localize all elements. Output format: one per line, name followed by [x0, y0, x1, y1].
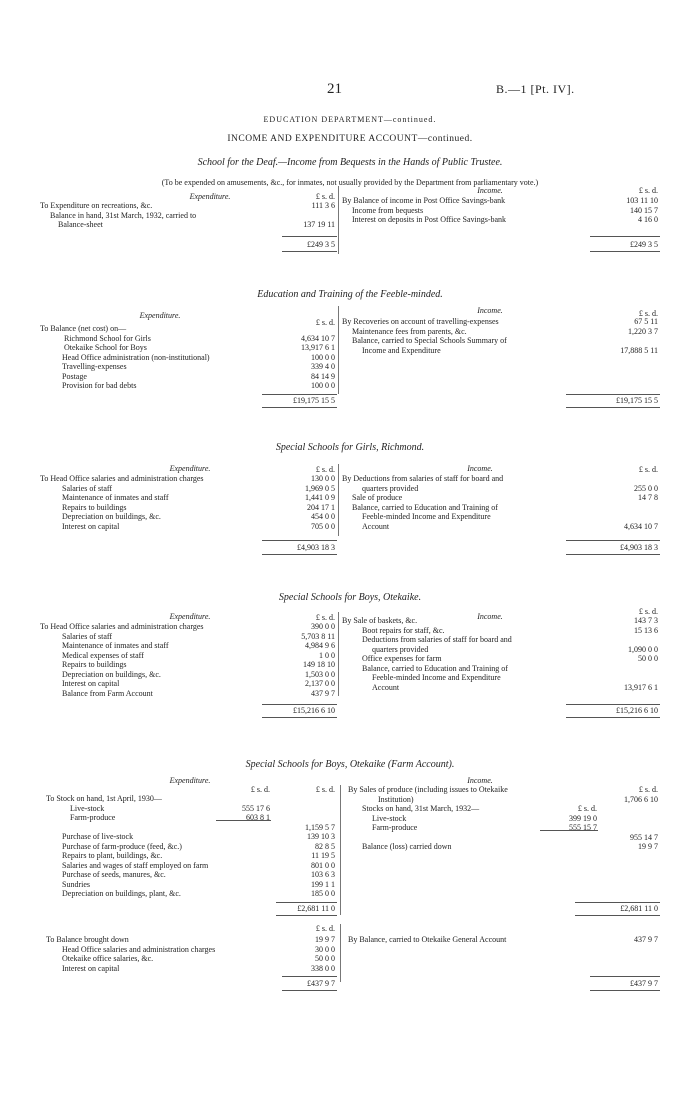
line-item-label: Feeble-minded Income and Expenditure: [362, 512, 491, 521]
rule-line: [276, 915, 337, 916]
line-item-amount: 4,634 10 7: [624, 521, 658, 531]
line-item-label: By Sale of baskets, &c.: [342, 616, 418, 625]
section-note: (To be expended on amusements, &c., for inmates, not usually provided by the Department from parliamentary vote.): [161, 178, 539, 187]
line-item-label: Repairs to buildings: [62, 660, 127, 669]
line-item-label: Head Office administration (non-institutional): [62, 352, 210, 362]
line-item-amount: 30 0 0: [315, 944, 335, 954]
line-item-label: Purchase of live-stock: [62, 832, 134, 841]
rule-line: [590, 251, 660, 252]
document-reference: B.—1 [Pt. IV].: [496, 82, 575, 96]
rule-line: [262, 407, 337, 408]
income-total: £4,903 18 3: [620, 543, 658, 552]
line-item-amount: 437 9 7: [311, 688, 335, 698]
income-total: £15,216 6 10: [616, 706, 658, 715]
line-item-label: Maintenance fees from parents, &c.: [352, 326, 467, 336]
line-item-label: Purchase of seeds, manures, &c.: [62, 870, 166, 879]
income-total: £19,175 15 5: [616, 396, 658, 405]
line-item-label: By Recoveries on account of travelling-expenses: [342, 317, 499, 326]
line-item-label: By Balance, carried to Otekaike General Account: [348, 935, 507, 944]
line-item-amount: 204 17 1: [307, 502, 335, 512]
line-item-label: Account: [372, 682, 400, 692]
line-item-amount: 13,917 6 1: [624, 682, 658, 692]
line-item-label: Repairs to buildings: [62, 502, 127, 512]
rule-line: [590, 236, 660, 237]
line-item-amount: 103 11 10: [626, 196, 658, 205]
line-item-label: Balance-sheet: [58, 220, 103, 229]
line-item-label: quarters provided: [372, 644, 429, 654]
line-item-amount: 2,137 0 0: [305, 679, 335, 688]
line-item-amount: 67 5 11: [634, 317, 658, 326]
line-item-amount: 143 7 3: [634, 616, 658, 625]
line-item-label: quarters provided: [362, 483, 419, 493]
expenditure-heading: Expenditure.: [169, 464, 211, 473]
line-item-label: Medical expenses of staff: [62, 650, 144, 660]
currency-header: £ s. d.: [315, 465, 335, 474]
line-item-label: Interest on capital: [62, 679, 120, 688]
line-item-label: Deductions from salaries of staff for board and: [362, 635, 512, 644]
line-item-amount: 705 0 0: [311, 521, 335, 531]
section-title: Education and Training of the Feeble-minded.: [257, 289, 443, 300]
rule-line: [566, 704, 660, 705]
rule-line: [282, 236, 337, 237]
section-title: Special Schools for Boys, Otekaike.: [278, 592, 422, 603]
currency-header: £ s. d.: [315, 785, 335, 794]
line-item-amount: 82 8 5: [315, 841, 335, 851]
divider-line: [338, 306, 339, 394]
currency-header: £ s. d.: [638, 186, 658, 195]
divider-line: [338, 464, 339, 536]
line-item-amount: 19 9 7: [315, 935, 335, 944]
line-item-amount: 454 0 0: [311, 512, 335, 521]
expenditure-total: £4,903 18 3: [297, 543, 335, 552]
currency-header: £ s. d.: [638, 607, 658, 616]
rule-line: [566, 407, 660, 408]
rule-line: [590, 976, 660, 977]
rule-line: [262, 704, 337, 705]
line-item-label: By Balance of income in Post Office Savings-bank: [342, 196, 506, 205]
line-item-amount: 1,706 6 10: [624, 794, 658, 804]
rule-line: [262, 554, 337, 555]
line-item-label: Balance, carried to Education and Training of: [362, 663, 508, 673]
line-item-amount: 4 16 0: [638, 215, 658, 224]
line-item-subamount: 399 19 0: [569, 813, 597, 823]
line-item-label: Balance, carried to Education and Training of: [352, 502, 498, 512]
currency-header: £ s. d.: [315, 318, 335, 327]
line-item-label: Salaries and wages of staff employed on farm: [62, 860, 209, 870]
line-item-label: Sundries: [62, 879, 90, 889]
line-item-amount: 11 19 5: [311, 851, 335, 860]
income-heading: Income.: [477, 306, 503, 315]
line-item-label: Stocks on hand, 31st March, 1932—: [362, 804, 480, 813]
line-item-amount: 100 0 0: [311, 381, 335, 390]
line-item-amount: 19 9 7: [638, 842, 658, 851]
line-item-label: Farm-produce: [70, 813, 116, 822]
line-item-amount: 5,703 8 11: [301, 631, 335, 641]
expenditure-heading: Expenditure.: [169, 776, 211, 785]
currency-header: £ s. d.: [638, 309, 658, 318]
line-item-label: Feeble-minded Income and Expenditure: [372, 673, 501, 682]
line-item-amount: 1,159 5 7: [305, 822, 335, 832]
line-item-label: Maintenance of inmates and staff: [62, 641, 169, 650]
line-item-label: Salaries of staff: [62, 483, 113, 493]
line-item-subamount: 555 15 7: [569, 823, 597, 832]
line-item-amount: 1,441 0 9: [305, 493, 335, 502]
line-item-label: To Stock on hand, 1st April, 1930—: [46, 794, 162, 803]
line-item-label: Account: [362, 521, 390, 531]
currency-header: £ s. d.: [315, 192, 335, 201]
line-item-label: Head Office salaries and administration charges: [62, 944, 216, 954]
rule-line: [276, 902, 337, 903]
income-total: £249 3 5: [630, 240, 658, 249]
line-item-subamount: 555 17 6: [242, 803, 270, 813]
currency-header: £ s. d.: [638, 785, 658, 794]
divider-line: [340, 924, 341, 982]
income-total: £2,681 11 0: [620, 904, 658, 913]
line-item-label: Interest on capital: [62, 521, 120, 531]
income-heading: Income.: [467, 464, 493, 473]
line-item-amount: 149 18 10: [303, 660, 335, 669]
line-item-label: Depreciation on buildings, plant, &c.: [62, 889, 181, 898]
line-item-label: Provision for bad debts: [62, 381, 137, 390]
line-item-label: Income from bequests: [352, 205, 424, 215]
line-item-amount: 15 13 6: [634, 625, 658, 635]
line-item-amount: 17,888 5 11: [620, 345, 658, 355]
line-item-label: By Sales of produce (including issues to Otekaike: [348, 785, 508, 794]
expenditure-heading: Expenditure.: [189, 192, 231, 201]
line-item-amount: 50 0 0: [638, 654, 658, 663]
line-item-amount: 4,984 9 6: [305, 641, 335, 650]
section-title: School for the Deaf.—Income from Bequests in the Hands of Public Trustee.: [197, 157, 503, 168]
line-item-label: Otekaike School for Boys: [64, 343, 147, 352]
expenditure-total: £249 3 5: [307, 240, 335, 249]
line-item-label: Otekaike office salaries, &c.: [62, 954, 154, 963]
line-item-amount: 4,634 10 7: [301, 333, 335, 343]
expenditure-total: £19,175 15 5: [293, 396, 335, 405]
line-item-amount: 13,917 6 1: [301, 343, 335, 352]
section-title: Special Schools for Boys, Otekaike (Farm Account).: [245, 759, 455, 770]
line-item-label: Boot repairs for staff, &c.: [362, 625, 445, 635]
line-item-label: To Head Office salaries and administration charges: [40, 474, 204, 483]
line-item-label: Interest on capital: [62, 963, 120, 973]
rule-line: [262, 540, 337, 541]
line-item-amount: 84 14 9: [311, 371, 335, 381]
income-heading: Income.: [477, 612, 503, 621]
line-item-amount: 1,090 0 0: [628, 644, 658, 654]
rule-line: [590, 990, 660, 991]
page-number: 21: [327, 81, 342, 97]
line-item-label: Travelling-expenses: [62, 362, 127, 371]
currency-header: £ s. d.: [250, 785, 270, 794]
line-item-label: Richmond School for Girls: [64, 333, 151, 343]
income-total: £437 9 7: [630, 979, 658, 988]
line-item-amount: 255 0 0: [634, 483, 658, 493]
line-item-amount: 955 14 7: [630, 832, 658, 842]
line-item-subamount: 603 8 1: [246, 813, 270, 822]
expenditure-total: £2,681 11 0: [297, 904, 335, 913]
line-item-label: By Deductions from salaries of staff for board and: [342, 474, 504, 483]
rule-line: [566, 540, 660, 541]
line-item-label: Salaries of staff: [62, 631, 113, 641]
line-item-label: To Balance brought down: [46, 935, 129, 944]
line-item-label: Balance from Farm Account: [62, 688, 153, 698]
line-item-label: Postage: [62, 371, 87, 381]
department-title: EDUCATION DEPARTMENT—continued.: [263, 115, 437, 124]
rule-line: [575, 902, 660, 903]
line-item-amount: 14 7 8: [638, 493, 658, 502]
expenditure-heading: Expenditure.: [139, 311, 181, 320]
line-item-label: Farm-produce: [372, 823, 418, 832]
divider-line: [338, 186, 339, 254]
rule-line: [566, 394, 660, 395]
expenditure-total: £437 9 7: [307, 979, 335, 988]
line-item-amount: 199 1 1: [311, 879, 335, 889]
rule-line: [575, 915, 660, 916]
currency-header: £ s. d.: [638, 465, 658, 474]
line-item-amount: 1 0 0: [319, 650, 335, 660]
line-item-subamount: £ s. d.: [577, 804, 597, 813]
divider-line: [340, 785, 341, 915]
line-item-amount: 1,969 0 5: [305, 483, 335, 493]
line-item-amount: 1,503 0 0: [305, 669, 335, 679]
line-item-amount: 50 0 0: [315, 954, 335, 963]
account-title: INCOME AND EXPENDITURE ACCOUNT—continued.: [227, 134, 473, 144]
expenditure-total: £15,216 6 10: [293, 706, 335, 715]
line-item-amount: 1,220 3 7: [628, 326, 658, 336]
divider-line: [338, 612, 339, 696]
line-item-amount: 339 4 0: [311, 362, 335, 371]
rule-line: [262, 394, 337, 395]
income-heading: Income.: [467, 776, 493, 785]
line-item-label: Office expenses for farm: [362, 654, 442, 663]
rule-line: [540, 830, 598, 831]
line-item-label: Depreciation on buildings, &c.: [62, 669, 161, 679]
line-item-amount: 111 3 6: [311, 201, 335, 210]
line-item-label: To Expenditure on recreations, &c.: [40, 201, 153, 210]
line-item-label: Interest on deposits in Post Office Savings-bank: [352, 215, 507, 224]
line-item-label: Purchase of farm-produce (feed, &c.): [62, 841, 182, 851]
line-item-label: Balance in hand, 31st March, 1932, carried to: [50, 210, 197, 220]
line-item-label: Live-stock: [70, 803, 105, 813]
line-item-amount: 185 0 0: [311, 889, 335, 898]
line-item-label: To Balance (net cost) on—: [40, 324, 127, 333]
line-item-amount: 137 19 11: [303, 220, 335, 229]
line-item-label: Repairs to plant, buildings, &c.: [62, 851, 163, 860]
line-item-amount: 140 15 7: [630, 205, 658, 215]
rule-line: [282, 251, 337, 252]
line-item-label: Balance, carried to Special Schools Summary of: [352, 336, 507, 345]
line-item-label: Maintenance of inmates and staff: [62, 493, 169, 502]
income-heading: Income.: [477, 186, 503, 195]
rule-line: [216, 820, 271, 821]
rule-line: [282, 990, 337, 991]
line-item-amount: 100 0 0: [311, 352, 335, 362]
line-item-amount: 437 9 7: [634, 935, 658, 944]
section-title: Special Schools for Girls, Richmond.: [275, 442, 425, 453]
line-item-label: To Head Office salaries and administration charges: [40, 622, 204, 631]
rule-line: [282, 976, 337, 977]
currency-header: £ s. d.: [315, 924, 335, 933]
line-item-amount: 139 10 3: [307, 832, 335, 841]
rule-line: [566, 554, 660, 555]
line-item-amount: 130 0 0: [311, 474, 335, 483]
line-item-amount: 103 6 3: [311, 870, 335, 879]
line-item-amount: 801 0 0: [311, 860, 335, 870]
line-item-amount: 390 0 0: [311, 622, 335, 631]
line-item-label: Balance (loss) carried down: [362, 842, 452, 851]
currency-header: £ s. d.: [315, 613, 335, 622]
line-item-label: Income and Expenditure: [362, 345, 441, 355]
line-item-amount: 338 0 0: [311, 963, 335, 973]
expenditure-heading: Expenditure.: [169, 612, 211, 621]
line-item-label: Sale of produce: [352, 493, 403, 502]
line-item-label: Depreciation on buildings, &c.: [62, 512, 161, 521]
line-item-label: Institution): [378, 794, 414, 804]
rule-line: [566, 717, 660, 718]
rule-line: [262, 717, 337, 718]
line-item-label: Live-stock: [372, 813, 407, 823]
